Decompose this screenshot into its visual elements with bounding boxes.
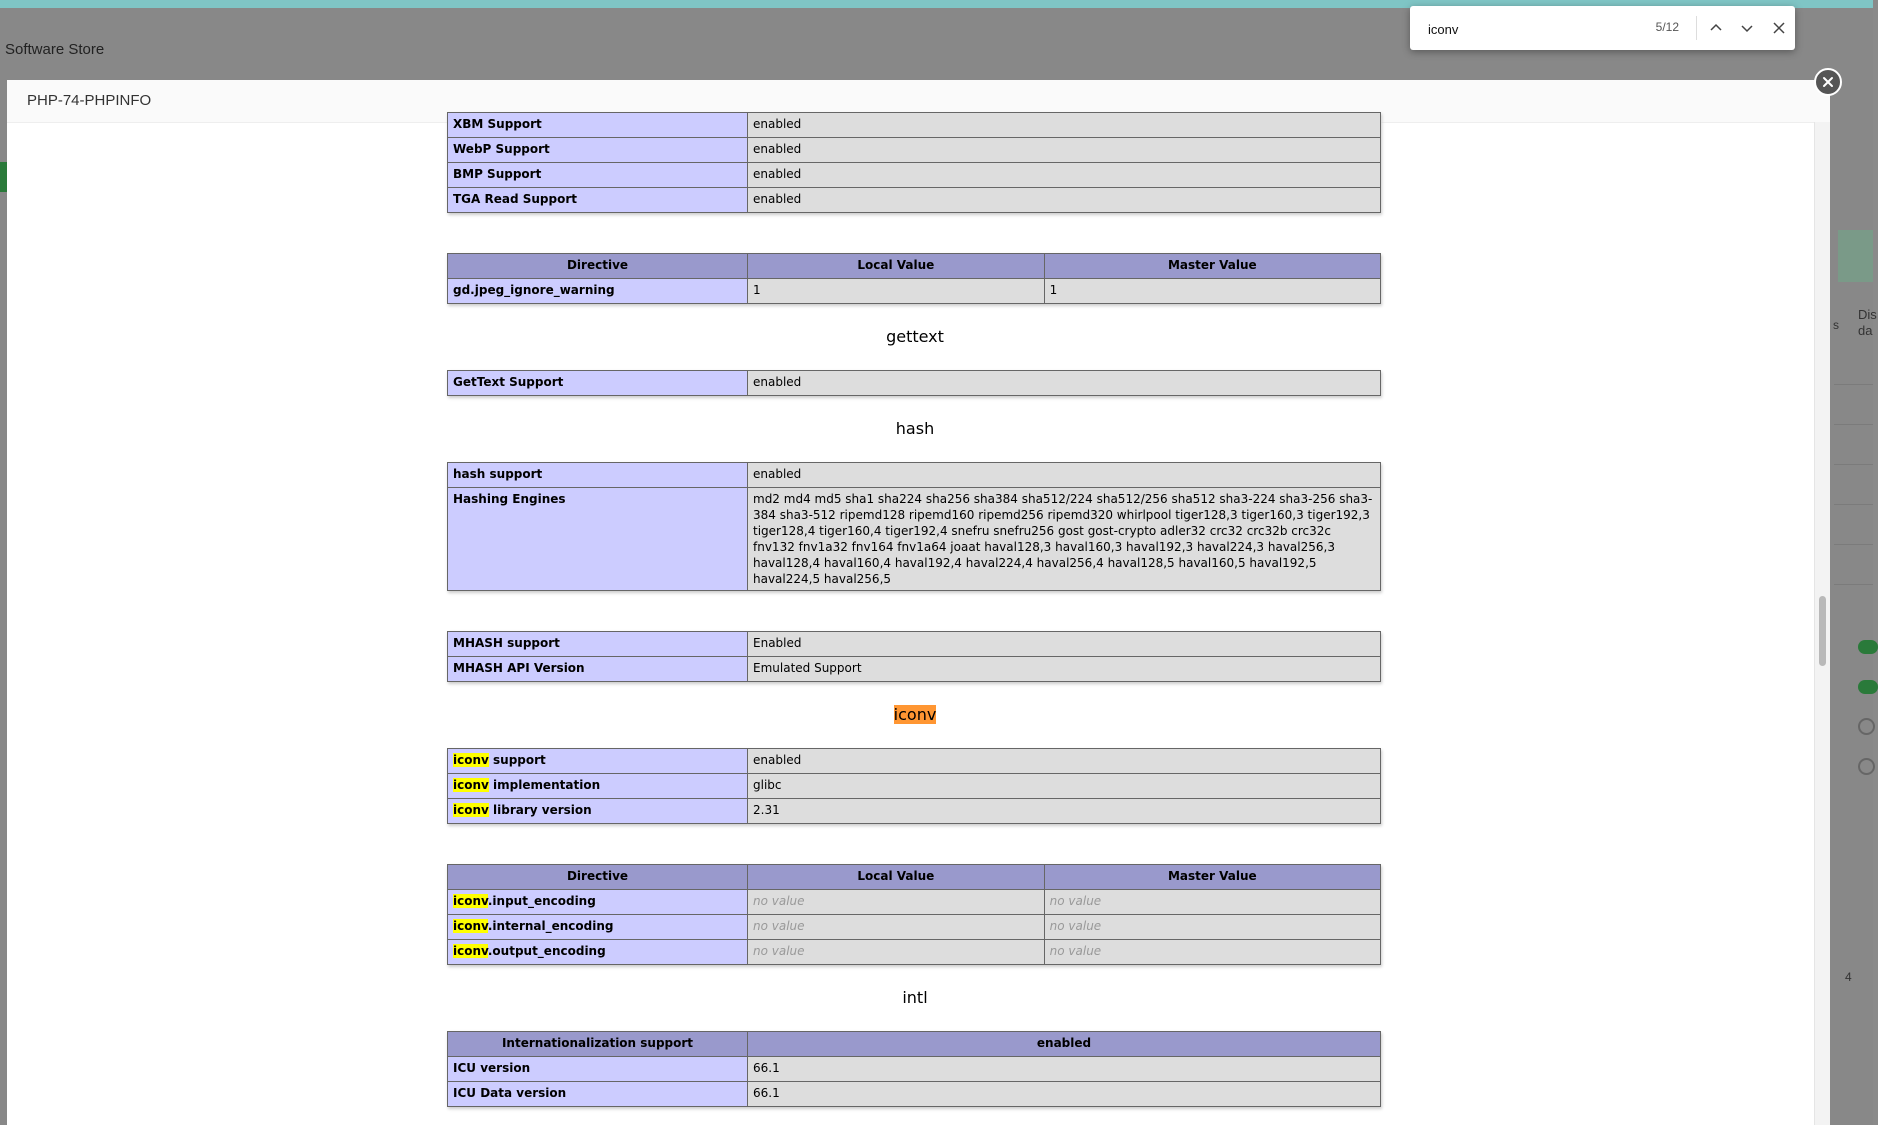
directive-name: [448, 915, 748, 940]
row-key: ICU Data version: [448, 1082, 748, 1107]
background-radio[interactable]: [1858, 718, 1875, 735]
modal-scrollbar[interactable]: [1814, 122, 1830, 1125]
master-value: [1044, 890, 1380, 915]
table-row: [448, 138, 1381, 163]
find-match-count: 5/12: [1655, 20, 1679, 34]
local-value: [748, 915, 1045, 940]
directive-name: gd.jpeg_ignore_warning: [448, 279, 748, 304]
section-heading-gettext[interactable]: gettext: [886, 327, 944, 346]
master-value-header: Master Value: [1044, 254, 1380, 279]
section-heading-hash[interactable]: hash: [895, 419, 935, 438]
iconv-table: [447, 748, 1381, 824]
row-key: [448, 799, 748, 824]
master-value: [1044, 940, 1380, 965]
row-key-suffix: .internal_encoding: [487, 919, 614, 933]
row-key: [448, 774, 748, 799]
background-column-fragment: s: [1833, 318, 1839, 332]
scrollbar-thumb[interactable]: [1819, 596, 1826, 666]
no-value-text: no value: [1049, 919, 1102, 933]
table-row: [448, 113, 1381, 138]
table-row: [448, 632, 1381, 657]
chevron-up-icon: [1709, 21, 1723, 35]
directive-header: Directive: [448, 254, 748, 279]
gd-support-table: [447, 112, 1381, 213]
row-value: enabled: [748, 113, 1381, 138]
row-value: 66.1: [748, 1057, 1381, 1082]
table-row: [448, 774, 1381, 799]
background-row-divider: [1834, 584, 1873, 585]
background-page-number[interactable]: 4: [1845, 970, 1852, 984]
no-value-text: no value: [753, 919, 805, 933]
find-current-match: iconv: [893, 705, 937, 724]
row-key: XBM Support: [448, 113, 748, 138]
gd-directives-table: [447, 253, 1381, 304]
row-key: BMP Support: [448, 163, 748, 188]
master-value: [1044, 915, 1380, 940]
row-key: Hashing Engines: [448, 488, 748, 591]
row-key-suffix: .output_encoding: [487, 944, 606, 958]
row-key-suffix: library version: [488, 803, 592, 817]
intl-support-value-header: enabled: [748, 1032, 1381, 1057]
row-value: Emulated Support: [748, 657, 1381, 682]
find-next-button[interactable]: [1735, 17, 1759, 39]
row-key: MHASH support: [448, 632, 748, 657]
intl-support-header: Internationalization support: [448, 1032, 748, 1057]
row-key: MHASH API Version: [448, 657, 748, 682]
iconv-directives-table: [447, 864, 1381, 965]
row-value: enabled: [748, 749, 1381, 774]
find-separator: [1696, 16, 1697, 40]
table-row: [448, 488, 1381, 591]
local-value: 1: [748, 279, 1045, 304]
row-key: hash support: [448, 463, 748, 488]
phpinfo-page: [447, 112, 1383, 1107]
find-input[interactable]: [1426, 18, 1630, 40]
phpinfo-content[interactable]: [7, 117, 1814, 1125]
master-value: 1: [1044, 279, 1380, 304]
background-column-header: Dis da: [1858, 307, 1877, 338]
find-match-highlight: iconv: [453, 753, 489, 767]
close-icon: [1821, 75, 1835, 89]
background-row-divider: [1834, 464, 1873, 465]
row-value: 2.31: [748, 799, 1381, 824]
find-close-button[interactable]: [1767, 17, 1791, 39]
table-row: [448, 371, 1381, 396]
table-row: [448, 163, 1381, 188]
background-row-divider: [1834, 424, 1873, 425]
background-toggle[interactable]: [1858, 680, 1878, 694]
master-value-header: Master Value: [1044, 865, 1380, 890]
table-row: [448, 188, 1381, 213]
intl-table: [447, 1031, 1381, 1107]
mhash-table: [447, 631, 1381, 682]
hash-table: [447, 462, 1381, 591]
local-value-header: Local Value: [748, 254, 1045, 279]
find-bar: [1410, 6, 1795, 50]
local-value: [748, 890, 1045, 915]
row-value: Enabled: [748, 632, 1381, 657]
row-key-suffix: implementation: [488, 778, 601, 792]
table-row: [448, 890, 1381, 915]
row-value: enabled: [748, 463, 1381, 488]
table-row: [448, 463, 1381, 488]
table-row: [448, 657, 1381, 682]
no-value-text: no value: [1049, 944, 1102, 958]
table-row: [448, 915, 1381, 940]
find-match-highlight: iconv: [453, 778, 489, 792]
no-value-text: no value: [753, 944, 805, 958]
row-key: TGA Read Support: [448, 188, 748, 213]
table-row: [448, 749, 1381, 774]
section-heading-intl[interactable]: intl: [902, 988, 928, 1007]
table-row: [448, 279, 1381, 304]
background-highlight-strip: [1838, 230, 1873, 282]
background-row-divider: [1834, 544, 1873, 545]
row-value: enabled: [748, 163, 1381, 188]
table-row: [448, 1057, 1381, 1082]
chevron-down-icon: [1740, 21, 1754, 35]
background-row-divider: [1834, 504, 1873, 505]
directive-name: [448, 890, 748, 915]
section-heading-iconv[interactable]: [447, 690, 1383, 740]
find-previous-button[interactable]: [1704, 17, 1728, 39]
row-value: md2 md4 md5 sha1 sha224 sha256 sha384 sha512/224 sha512/256 sha512 sha3-224 sha3-256 sha3-384 sha3-512 ripemd128 ripemd160 ripemd256 ripemd320 whirlpool tiger128,3 tiger160,3 tiger192,3 tiger128,4 tiger160,4 tiger192,4 snefru snefru256 gost gost-crypto adler32 crc32 crc32b crc32c fnv132 fnv1a32 fnv164 fnv1a64 joaat haval128,3 haval160,3 haval192,3 haval224,3 haval256,3 haval128,4 haval160,4 haval192,4 haval224,4 haval256,4 haval128,5 haval160,5 haval192,5 haval224,5 haval256,5: [748, 488, 1381, 591]
background-toggle[interactable]: [1858, 640, 1878, 654]
local-value-header: Local Value: [748, 865, 1045, 890]
background-row-divider: [1834, 384, 1873, 385]
directive-name: [448, 940, 748, 965]
table-row: [448, 940, 1381, 965]
modal-title: PHP-74-PHPINFO: [27, 92, 152, 109]
phpinfo-modal: [7, 80, 1830, 1125]
close-icon: [1772, 21, 1786, 35]
app-title: Software Store: [5, 41, 105, 58]
background-radio[interactable]: [1858, 758, 1875, 775]
find-match-highlight: iconv: [453, 894, 488, 908]
gettext-table: [447, 370, 1381, 396]
row-value: enabled: [748, 138, 1381, 163]
directive-header: Directive: [448, 865, 748, 890]
row-key-suffix: support: [488, 753, 546, 767]
local-value: [748, 940, 1045, 965]
find-match-highlight: iconv: [453, 944, 488, 958]
row-value: glibc: [748, 774, 1381, 799]
table-row: [448, 799, 1381, 824]
row-key: GetText Support: [448, 371, 748, 396]
no-value-text: no value: [1049, 894, 1102, 908]
no-value-text: no value: [753, 894, 805, 908]
table-row: [448, 1082, 1381, 1107]
find-match-highlight: iconv: [453, 803, 489, 817]
row-key: [448, 749, 748, 774]
find-match-highlight: iconv: [453, 919, 488, 933]
modal-close-button[interactable]: [1814, 68, 1842, 96]
row-key: WebP Support: [448, 138, 748, 163]
row-key-suffix: .input_encoding: [487, 894, 596, 908]
row-value: enabled: [748, 371, 1381, 396]
row-value: 66.1: [748, 1082, 1381, 1107]
row-value: enabled: [748, 188, 1381, 213]
row-key: ICU version: [448, 1057, 748, 1082]
